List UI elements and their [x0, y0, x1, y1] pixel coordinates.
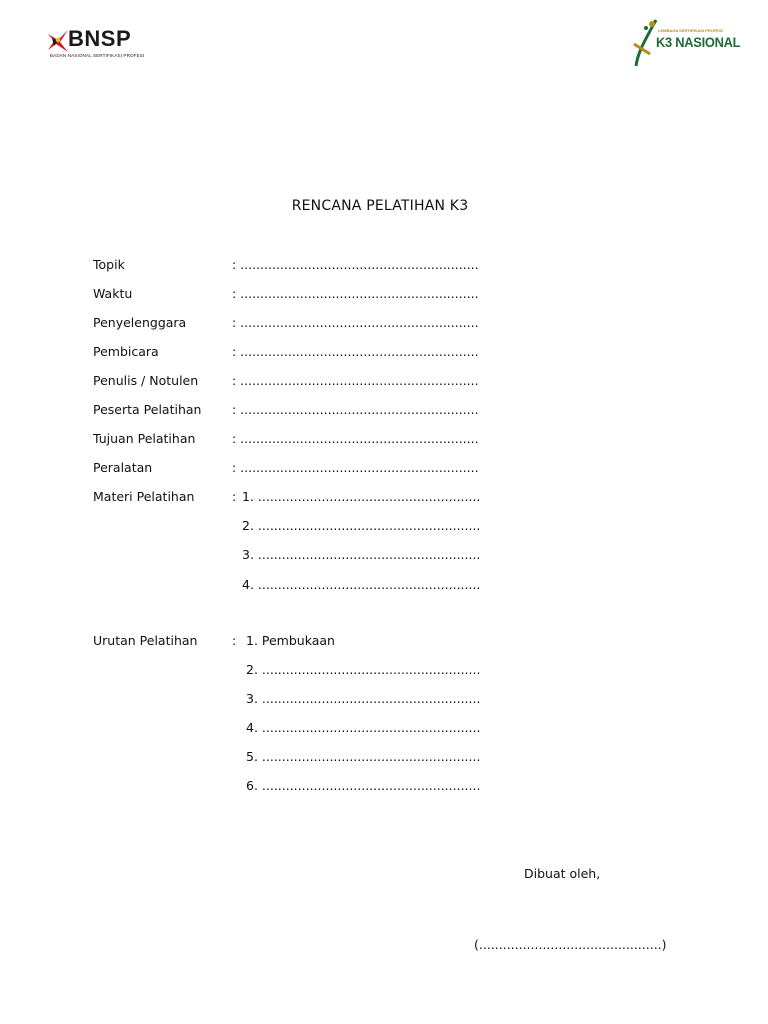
materi-item: 4. ........................................................: [242, 577, 481, 592]
field-value-peserta: : ............................................................: [232, 402, 479, 417]
field-label-peralatan: Peralatan: [93, 460, 153, 475]
field-value-penulis: : ............................................................: [232, 373, 479, 388]
k3-logo-text: K3 NASIONAL: [656, 34, 741, 50]
urutan-item: 5. .......................................................: [246, 749, 481, 764]
field-label-waktu: Waktu: [93, 286, 133, 301]
k3-nasional-logo: [630, 14, 741, 68]
urutan-label: Urutan Pelatihan: [93, 633, 198, 648]
urutan-item: 6. .......................................................: [246, 778, 481, 793]
field-label-penyelenggara: Penyelenggara: [93, 315, 187, 330]
materi-item: 2. ........................................................: [242, 518, 481, 533]
field-label-pembicara: Pembicara: [93, 344, 159, 359]
materi-item: 3. ........................................................: [242, 547, 481, 562]
field-value-penyelenggara: : ............................................................: [232, 315, 479, 330]
urutan-item: 3. .......................................................: [246, 691, 481, 706]
bnsp-logo-subtitle: BADAN NASIONAL SERTIFIKASI PROFESI: [50, 53, 145, 58]
field-value-tujuan: : ............................................................: [232, 431, 479, 446]
urutan-item: 4. .......................................................: [246, 720, 481, 735]
bnsp-logo: [46, 26, 146, 62]
urutan-colon: :: [232, 633, 237, 648]
field-label-topik: Topik: [93, 257, 125, 272]
field-label-tujuan: Tujuan Pelatihan: [93, 431, 196, 446]
urutan-item: 1. Pembukaan: [246, 633, 335, 648]
field-value-pembicara: : ............................................................: [232, 344, 479, 359]
field-label-peserta: Peserta Pelatihan: [93, 402, 202, 417]
page-title: RENCANA PELATIHAN K3: [291, 198, 469, 214]
k3-logo-org: LEMBAGA SERTIFIKASI PROFESI: [658, 28, 723, 33]
field-value-peralatan: : ............................................................: [232, 460, 479, 475]
materi-item: 1. ........................................................: [242, 489, 481, 504]
materi-colon: :: [232, 489, 237, 504]
signature-name-line: (..............................................): [474, 937, 667, 952]
field-value-waktu: : ............................................................: [232, 286, 479, 301]
materi-label: Materi Pelatihan: [93, 489, 195, 504]
bnsp-emblem-icon: [46, 28, 70, 54]
urutan-item: 2. .......................................................: [246, 662, 481, 677]
field-label-penulis: Penulis / Notulen: [93, 373, 199, 388]
bnsp-logo-text: BNSP: [68, 26, 132, 51]
field-value-topik: : ............................................................: [232, 257, 479, 272]
signature-made-by: Dibuat oleh,: [524, 866, 601, 881]
